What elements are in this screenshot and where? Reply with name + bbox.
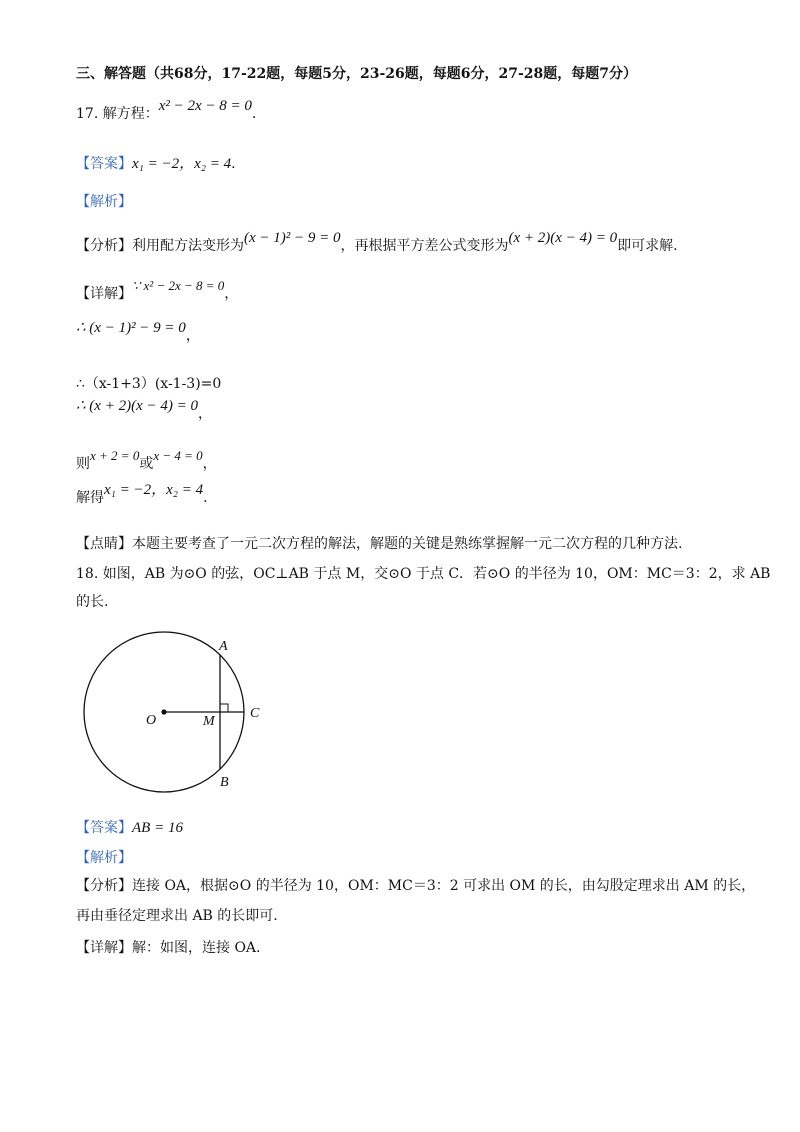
q17-equation: x² − 2x − 8 = 0 (158, 98, 252, 114)
center-point-o (161, 709, 166, 714)
q17-step5-line (76, 448, 217, 474)
q17-step4: ∴ (x + 2)(x − 4) = 0 (76, 398, 198, 414)
q17-answer-line (76, 154, 236, 174)
q17-answer-period: . (231, 156, 236, 172)
q17-step4-end: ， (197, 406, 212, 422)
q17-step6-end: . (203, 490, 208, 506)
q18-stem-line-2: 的长. (76, 594, 109, 610)
q18-xiangjie-tag: 【详解】 (76, 940, 132, 956)
label-m: M (203, 714, 215, 729)
q17-step2: ∴ (x − 1)² − 9 = 0 (76, 320, 186, 336)
q18-stem-line-1: 18. 如图，AB 为⊙O 的弦，OC⊥AB 于点 M，交⊙O 于点 C．若⊙O 的半径为 10，OM：MC＝3：2，求 AB (76, 566, 771, 582)
label-a: A (219, 639, 228, 654)
label-b: B (220, 775, 229, 790)
label-o: O (146, 713, 157, 728)
q17-step3: ∴（x-1+3）(x-1-3)=0 (76, 376, 222, 392)
q17-step2-line (76, 320, 200, 346)
q17-step1-end: ， (224, 286, 239, 302)
q17-step2-end: ， (185, 328, 200, 344)
q17-step4-line (76, 398, 212, 424)
q18-xiangjie-line (76, 938, 261, 958)
q17-step6-line (76, 482, 208, 508)
q17-stem: 17. 解方程： (76, 106, 159, 122)
q17-xiangjie-tag: 【详解】 (76, 286, 132, 302)
q18-answer: AB = 16 (132, 820, 183, 836)
label-c: C (250, 706, 260, 721)
q18-answer-tag: 【答案】 (76, 820, 132, 836)
q17-step6-eq: x₁ = −2，x₂ = 4 (104, 482, 204, 498)
q18-answer-line (76, 818, 183, 838)
q17-fenxi-eq-2: (x + 2)(x − 4) = 0 (508, 230, 618, 246)
q17-step5-pre: 则 (76, 456, 90, 472)
q17-dianjing-tag: 【点睛】 (76, 536, 132, 552)
q17-fenxi-text-1: 利用配方法变形为 (132, 238, 244, 254)
q17-stem-line (76, 98, 257, 124)
q17-answer: x₁ = −2，x₂ = 4 (132, 156, 232, 172)
q18-fenxi-line-1 (76, 876, 755, 896)
q17-step5-end: ， (202, 456, 217, 472)
q18-fenxi-tag: 【分析】 (76, 878, 132, 894)
q17-step5-eq1: x + 2 = 0 (90, 448, 140, 463)
q17-step6-pre: 解得 (76, 490, 104, 506)
section-header: 三、解答题（共68分，17-22题，每题5分，23-26题，每题6分，27-28题，每题7分） (76, 66, 638, 82)
q18-fenxi-line-2: 再由垂径定理求出 AB 的长即可. (76, 908, 278, 924)
q17-xiangjie-line (76, 278, 239, 304)
q18-circle-figure (82, 628, 272, 798)
q17-dianjing-text: 本题主要考查了一元二次方程的解法，解题的关键是熟练掌握解一元二次方程的几种方法. (132, 536, 683, 552)
q17-analysis-tag: 【解析】 (76, 194, 132, 210)
q17-answer-tag: 【答案】 (76, 156, 132, 172)
q17-fenxi-tag: 【分析】 (76, 238, 132, 254)
q17-step5-or: 或 (139, 456, 154, 472)
q17-step1: ∵ x² − 2x − 8 = 0 (132, 278, 225, 293)
q17-fenxi-text-2: ，再根据平方差公式变形为 (340, 238, 509, 254)
q17-dianjing-line (76, 534, 682, 554)
q17-fenxi-text-3: 即可求解. (617, 238, 678, 254)
right-angle-mark (220, 704, 228, 712)
q17-fenxi-line (76, 230, 678, 256)
q18-analysis-tag: 【解析】 (76, 850, 132, 866)
q18-figure-svg (82, 628, 272, 798)
q17-fenxi-eq-1: (x − 1)² − 9 = 0 (244, 230, 341, 246)
q17-period: . (251, 106, 257, 122)
q18-fenxi-text-1: 连接 OA，根据⊙O 的半径为 10，OM：MC＝3：2 可求出 OM 的长，由勾股定理求出 AM 的长， (132, 878, 756, 894)
q17-step5-eq2: x − 4 = 0 (153, 448, 203, 463)
q18-xiangjie-text: 解：如图，连接 OA. (132, 940, 261, 956)
